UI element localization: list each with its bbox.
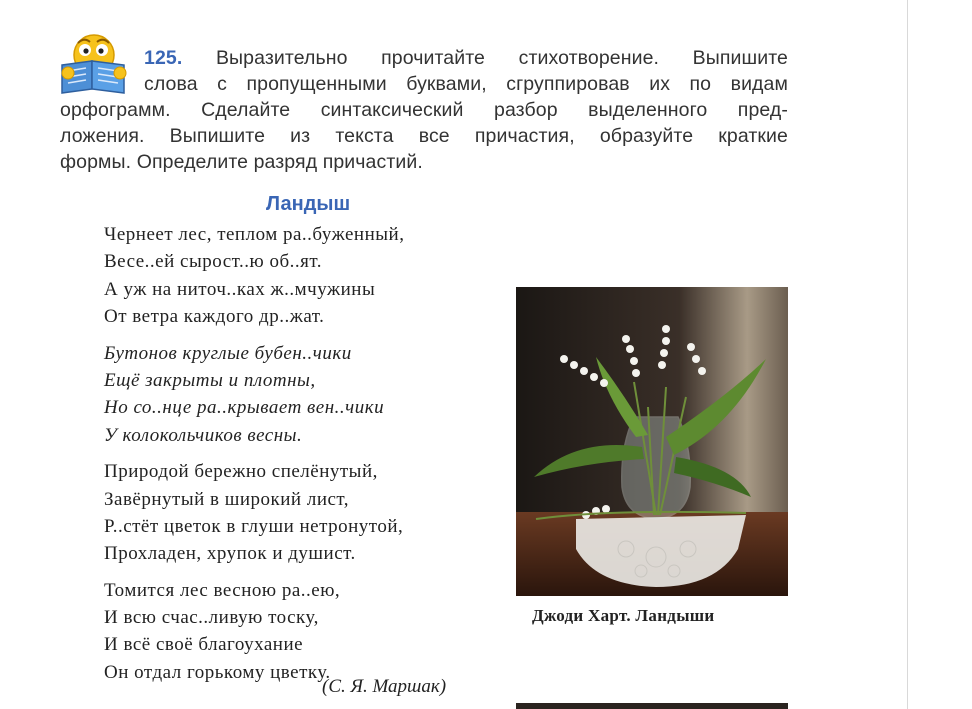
painting-caption: Джоди Харт. Ландыши xyxy=(532,606,715,625)
lily-of-the-valley-painting xyxy=(516,287,788,596)
poem-line: Природой бережно спелёнутый, xyxy=(104,461,378,483)
stanza-1 xyxy=(104,221,524,331)
poem-line: А уж на ниточ..ках ж..мчужины xyxy=(104,278,376,300)
poem-line: Ещё закрыты и плотны, xyxy=(104,369,316,391)
poem-line: Чернеет лес, теплом ра..буженный, xyxy=(104,224,405,245)
poem-author: (С. Я. Маршак) xyxy=(322,676,447,697)
stanza-2-highlighted xyxy=(104,340,524,450)
poem-line: И всё своё благоухание xyxy=(104,634,304,656)
poem-line: От ветра каждого др..жат. xyxy=(104,306,325,328)
task-line-5: формы. Определите разряд причастий. xyxy=(60,151,423,173)
poem-line: Р..стёт цветок в глуши нетронутой, xyxy=(104,515,404,537)
poem-line: Томится лес весною ра..ею, xyxy=(104,579,341,601)
poem-line: И всю счас..ливую тоску, xyxy=(104,607,319,629)
page-edge-divider xyxy=(907,0,908,709)
task-line-2: слова с пропущенными буквами, сгруппировав их по видам xyxy=(144,73,788,95)
poem-line: Завёрнутый в широкий лист, xyxy=(104,488,350,510)
task-number: 125. xyxy=(144,47,183,69)
poem-line: Он отдал горькому цветку. xyxy=(104,661,331,683)
task-line-4: ложения. Выпишите из текста все причастия, образуйте краткие xyxy=(60,125,788,147)
stanza-4 xyxy=(104,577,524,687)
poem xyxy=(104,221,524,695)
stanza-3 xyxy=(104,458,524,568)
next-image-edge xyxy=(516,703,788,709)
poem-title: Ландыш xyxy=(266,193,351,215)
poem-line: У колокольчиков весны. xyxy=(104,424,303,446)
task-text xyxy=(60,45,788,175)
poem-line: Весе..ей сырост..ю об..ят. xyxy=(104,251,322,273)
poem-line: Бутонов круглые бубен..чики xyxy=(104,342,352,364)
task-line-1: 125. Выразительно прочитайте стихотворение. Выпишите xyxy=(144,47,788,69)
poem-line: Но со..нце ра..крывает вен..чики xyxy=(104,397,385,419)
poem-line: Прохладен, хрупок и душист. xyxy=(104,543,356,565)
task-line-3: орфограмм. Сделайте синтаксический разбор выделенного пред- xyxy=(60,99,788,121)
